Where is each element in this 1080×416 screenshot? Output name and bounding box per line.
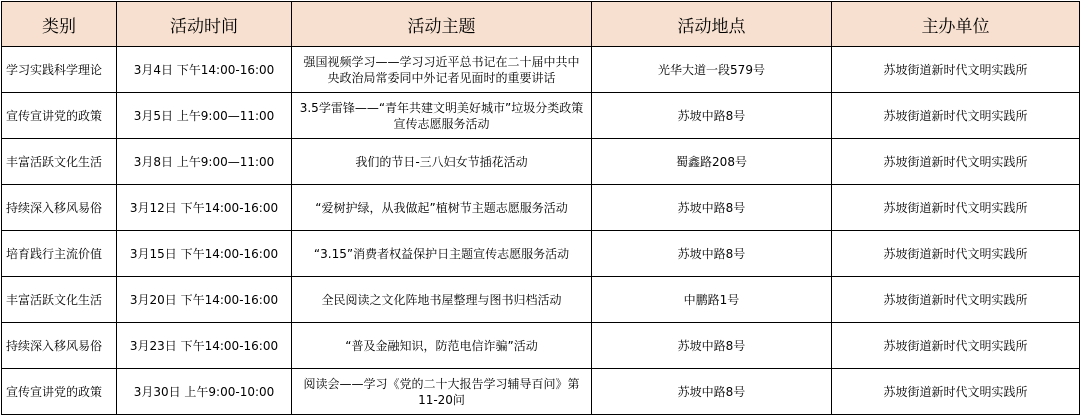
cell-theme: 阅读会——学习《党的二十大报告学习辅导百问》第11-20问 bbox=[292, 369, 592, 415]
cell-theme: “3.15”消费者权益保护日主题宣传志愿服务活动 bbox=[292, 231, 592, 277]
header-time: 活动时间 bbox=[117, 2, 292, 47]
cell-theme: “普及金融知识，防范电信诈骗”活动 bbox=[292, 323, 592, 369]
cell-category: 学习实践科学理论 bbox=[2, 47, 117, 93]
cell-theme: “爱树护绿，从我做起”植树节主题志愿服务活动 bbox=[292, 185, 592, 231]
cell-time: 3月20日 下午14:00-16:00 bbox=[117, 277, 292, 323]
cell-time: 3月4日 下午14:00-16:00 bbox=[117, 47, 292, 93]
cell-location: 中鹏路1号 bbox=[592, 277, 832, 323]
header-category: 类别 bbox=[2, 2, 117, 47]
cell-organizer: 苏坡街道新时代文明实践所 bbox=[832, 369, 1080, 415]
cell-organizer: 苏坡街道新时代文明实践所 bbox=[832, 185, 1080, 231]
cell-organizer: 苏坡街道新时代文明实践所 bbox=[832, 139, 1080, 185]
table-body bbox=[2, 47, 1080, 415]
cell-time: 3月12日 下午14:00-16:00 bbox=[117, 185, 292, 231]
cell-location: 光华大道一段579号 bbox=[592, 47, 832, 93]
cell-theme: 全民阅读之文化阵地书屋整理与图书归档活动 bbox=[292, 277, 592, 323]
cell-time: 3月8日 上午9:00—11:00 bbox=[117, 139, 292, 185]
table-row bbox=[2, 93, 1080, 139]
cell-theme: 强国视频学习——学习习近平总书记在二十届中共中央政治局常委同中外记者见面时的重要讲话 bbox=[292, 47, 592, 93]
table-row bbox=[2, 139, 1080, 185]
cell-organizer: 苏坡街道新时代文明实践所 bbox=[832, 323, 1080, 369]
cell-organizer: 苏坡街道新时代文明实践所 bbox=[832, 47, 1080, 93]
cell-category: 培育践行主流价值 bbox=[2, 231, 117, 277]
cell-location: 苏坡中路8号 bbox=[592, 93, 832, 139]
cell-category: 宣传宣讲党的政策 bbox=[2, 369, 117, 415]
table-row bbox=[2, 231, 1080, 277]
cell-time: 3月5日 上午9:00—11:00 bbox=[117, 93, 292, 139]
activity-schedule-table bbox=[1, 1, 1080, 415]
cell-location: 苏坡中路8号 bbox=[592, 323, 832, 369]
cell-category: 持续深入移风易俗 bbox=[2, 185, 117, 231]
table-row bbox=[2, 185, 1080, 231]
cell-category: 丰富活跃文化生活 bbox=[2, 277, 117, 323]
cell-location: 苏坡中路8号 bbox=[592, 369, 832, 415]
table-row bbox=[2, 277, 1080, 323]
cell-organizer: 苏坡街道新时代文明实践所 bbox=[832, 231, 1080, 277]
cell-organizer: 苏坡街道新时代文明实践所 bbox=[832, 93, 1080, 139]
cell-time: 3月30日 上午9:00-10:00 bbox=[117, 369, 292, 415]
cell-theme: 3.5学雷锋——“青年共建文明美好城市”垃圾分类政策宣传志愿服务活动 bbox=[292, 93, 592, 139]
table-row bbox=[2, 323, 1080, 369]
cell-organizer: 苏坡街道新时代文明实践所 bbox=[832, 277, 1080, 323]
cell-location: 苏坡中路8号 bbox=[592, 185, 832, 231]
table-row bbox=[2, 47, 1080, 93]
cell-location: 蜀鑫路208号 bbox=[592, 139, 832, 185]
header-row bbox=[2, 2, 1080, 47]
cell-time: 3月15日 下午14:00-16:00 bbox=[117, 231, 292, 277]
header-location: 活动地点 bbox=[592, 2, 832, 47]
cell-location: 苏坡中路8号 bbox=[592, 231, 832, 277]
table-row bbox=[2, 369, 1080, 415]
cell-time: 3月23日 下午14:00-16:00 bbox=[117, 323, 292, 369]
header-theme: 活动主题 bbox=[292, 2, 592, 47]
header-organizer: 主办单位 bbox=[832, 2, 1080, 47]
cell-theme: 我们的节日-三八妇女节插花活动 bbox=[292, 139, 592, 185]
cell-category: 宣传宣讲党的政策 bbox=[2, 93, 117, 139]
cell-category: 丰富活跃文化生活 bbox=[2, 139, 117, 185]
cell-category: 持续深入移风易俗 bbox=[2, 323, 117, 369]
table-header bbox=[2, 2, 1080, 47]
